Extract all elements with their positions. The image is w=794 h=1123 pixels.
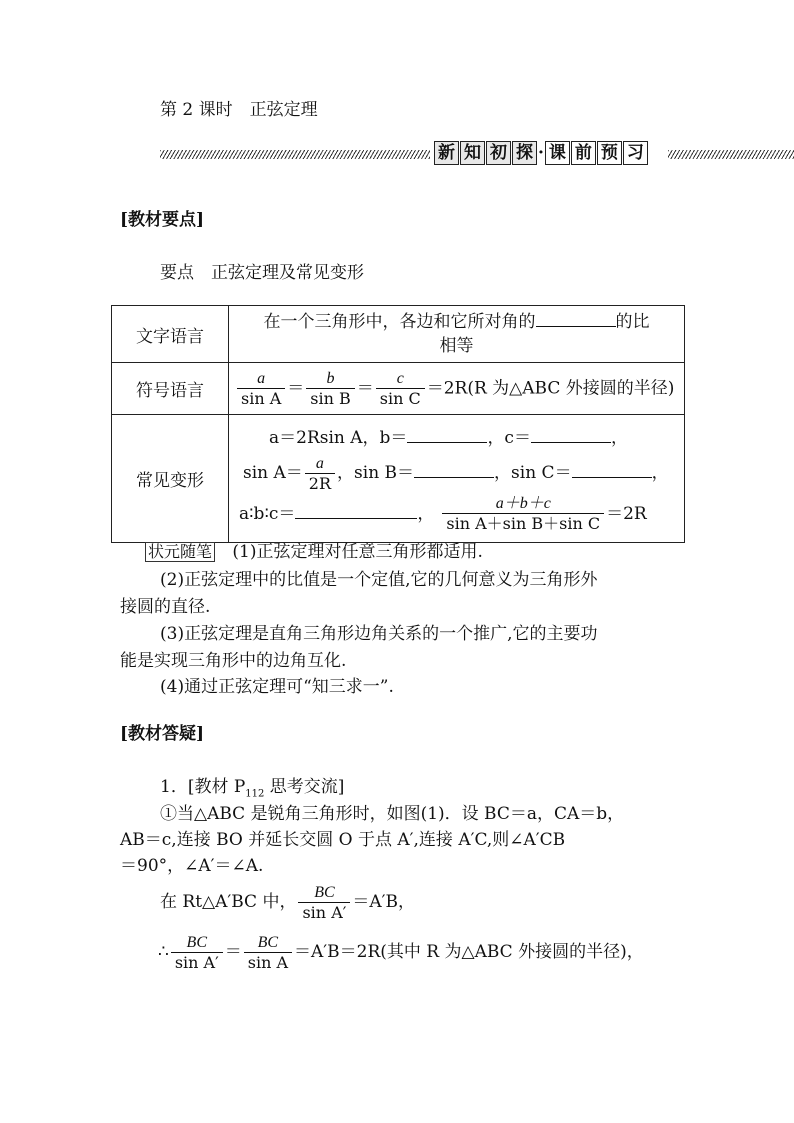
text: ，sin C＝	[494, 463, 572, 483]
blank-field	[572, 461, 652, 478]
numerator: BC	[257, 933, 279, 951]
text: 思考交流]	[264, 777, 345, 797]
proof-line-4	[160, 880, 415, 924]
fraction	[442, 494, 604, 534]
badge-char: 前	[571, 141, 596, 165]
note-line-2a: (2)正弦定理中的比值是一个定值,它的几何意义为三角形外	[160, 570, 598, 590]
section-heading-textbook-points: [教材要点]	[120, 210, 205, 230]
text: 的比	[615, 312, 650, 332]
badge-char: 预	[597, 141, 622, 165]
note-line-3a: (3)正弦定理是直角三角形边角关系的一个推广,它的主要功	[160, 624, 598, 644]
section-heading-textbook-qa: [教材答疑]	[120, 724, 205, 744]
text: ，sin B＝	[337, 463, 415, 483]
numerator: a＋b＋c	[495, 495, 551, 512]
text: ，c＝	[487, 428, 531, 448]
formula-tail: ＝2R(R 为△ABC 外接圆的半径)	[426, 378, 675, 398]
equals-sign: ＝	[356, 378, 374, 398]
fraction	[244, 933, 292, 973]
row-label: 文字语言	[112, 306, 229, 363]
note-label: 状元随笔	[145, 542, 215, 562]
numerator: BC	[186, 933, 207, 951]
text: 在一个三角形中，各边和它所对角的	[263, 312, 536, 332]
point-title: 要点 正弦定理及常见变形	[160, 263, 364, 283]
proof-line-3: ＝90°，∠A′＝∠A.	[120, 856, 264, 876]
denominator: sin A	[237, 388, 285, 409]
blank-field	[414, 461, 494, 478]
therefore-sign: ∴	[158, 942, 169, 962]
text: a∶b∶c＝	[239, 503, 296, 524]
numerator: a	[315, 454, 324, 472]
note-line-3b: 能是实现三角形中的边角互化.	[120, 651, 347, 671]
variant-line-2	[235, 453, 678, 494]
badge-char: 课	[545, 141, 570, 165]
header-hatch-right	[668, 150, 794, 159]
header-hatch-left	[160, 150, 430, 159]
note-text: (1)正弦定理对任意三角形都适用.	[232, 542, 483, 562]
section-badge	[434, 141, 648, 165]
denominator: sin A′	[171, 952, 223, 973]
blank-field	[531, 426, 611, 443]
denominator: sin A′	[298, 902, 350, 923]
numerator: c	[396, 369, 404, 387]
proof-line-1: ①当△ABC 是锐角三角形时，如图(1)．设 BC＝a，CA＝b，	[160, 804, 625, 824]
proof-line-2: AB＝c,连接 BO 并延长交圆 O 于点 A′,连接 A′C,则∠A′CB	[120, 830, 566, 850]
text: 相等	[439, 336, 474, 356]
fraction	[298, 883, 350, 923]
blank-field	[407, 426, 487, 443]
proof-line-5	[158, 930, 644, 974]
blank-field	[295, 502, 417, 519]
table-row	[112, 306, 685, 363]
fraction	[306, 369, 354, 409]
variant-line-3	[235, 494, 678, 535]
fraction	[171, 933, 223, 973]
row-label: 符号语言	[112, 363, 229, 415]
row-content	[229, 415, 685, 543]
text: ，	[651, 463, 669, 483]
equals-sign: ＝	[224, 942, 242, 962]
note-line-4: (4)通过正弦定理可“知三求一”.	[160, 677, 394, 697]
equals-sign: ＝	[287, 378, 305, 398]
text: ，	[417, 503, 435, 524]
table-row	[112, 363, 685, 415]
theorem-table	[111, 305, 685, 543]
text: sin A＝	[243, 463, 303, 483]
denominator: sin A	[244, 952, 292, 973]
text: ＝A′B，	[352, 892, 416, 912]
numerator: a	[257, 369, 266, 387]
text: 在 Rt△A′BC 中，	[160, 892, 297, 912]
row-content	[229, 306, 685, 363]
row-content	[229, 363, 685, 415]
row-label: 常见变形	[112, 415, 229, 543]
note-line-2b: 接圆的直径.	[120, 597, 211, 617]
text: 1．[教材 P	[160, 777, 246, 797]
denominator: sin B	[306, 388, 354, 409]
numerator: b	[326, 369, 335, 387]
table-row	[112, 415, 685, 543]
fraction	[237, 369, 285, 409]
lesson-title: 第 2 课时 正弦定理	[160, 100, 318, 120]
badge-char: 知	[460, 141, 485, 165]
denominator: sin A＋sin B＋sin C	[442, 513, 604, 534]
note-line-1	[145, 538, 483, 566]
badge-char: 习	[623, 141, 648, 165]
page-number: 112	[245, 788, 265, 800]
variant-line-1	[235, 423, 678, 453]
fraction	[305, 454, 335, 494]
badge-char: 探	[512, 141, 537, 165]
badge-char: 初	[486, 141, 511, 165]
blank-field	[536, 310, 616, 327]
denominator: sin C	[376, 388, 425, 409]
text: ，	[610, 428, 628, 448]
badge-char: 新	[434, 141, 459, 165]
text: ＝A′B＝2R(其中 R 为△ABC 外接圆的半径)，	[294, 942, 644, 962]
text: a＝2Rsin A，b＝	[269, 428, 408, 448]
badge-dot: ·	[538, 143, 544, 163]
numerator: BC	[314, 883, 335, 901]
denominator: 2R	[305, 473, 335, 494]
text: ＝2R	[606, 503, 647, 524]
fraction	[376, 369, 425, 409]
